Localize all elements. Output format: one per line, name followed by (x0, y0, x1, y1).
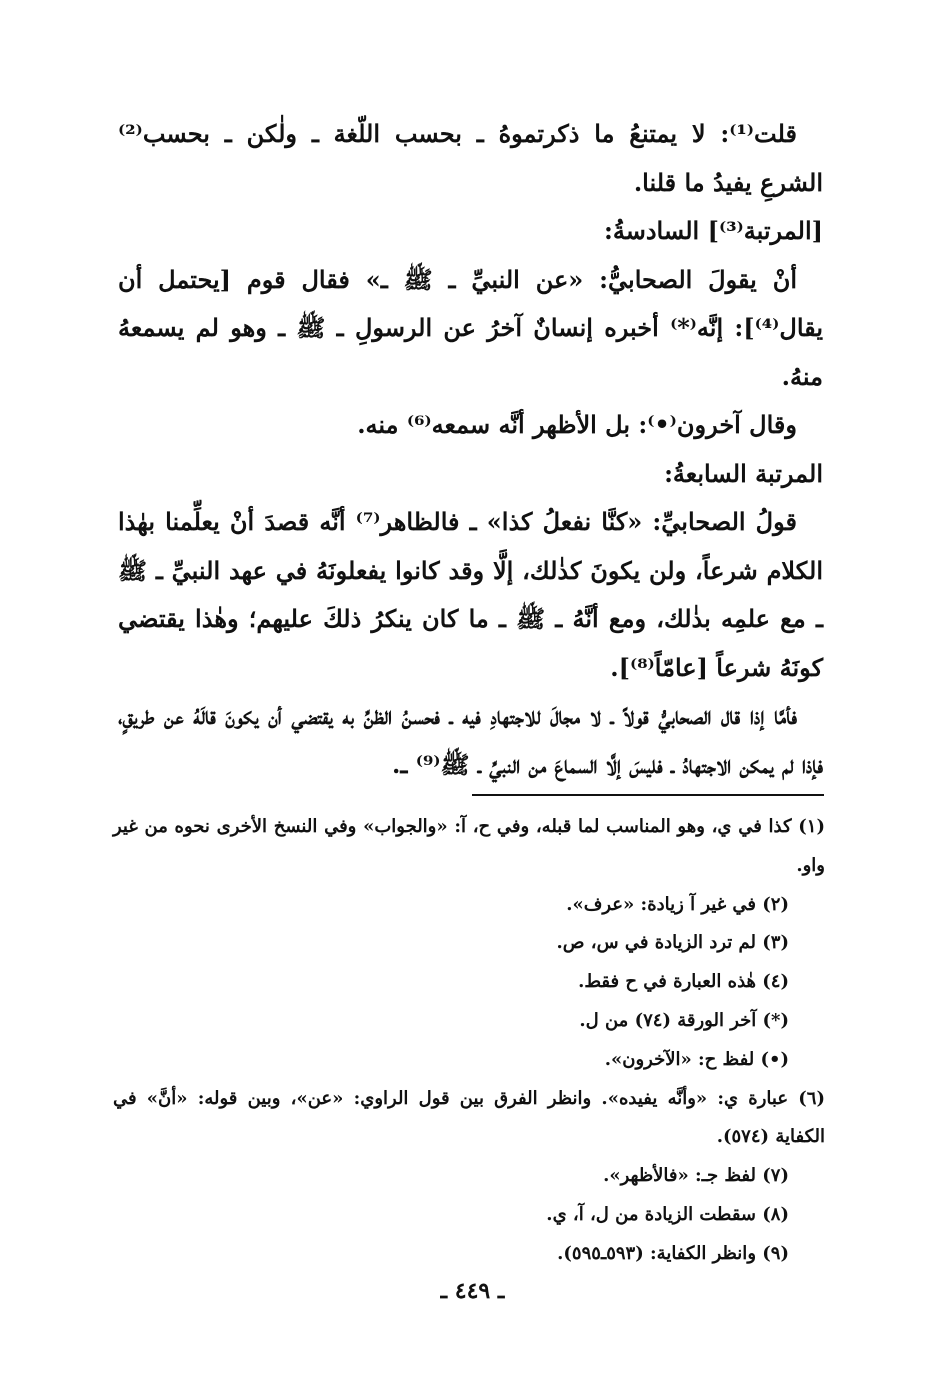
footnote: (•) لفظ ح: «الآخرون». (604, 1048, 789, 1070)
page-number: ـ ٤٤٩ ـ (440, 1278, 505, 1304)
paragraph: فأمَّا إذا قال الصحابيُّ قولاً ـ لا مجالَ للاجتهادِ فيه ـ فحسنُ الظنِّ به يقتضي أن يكونَ قالَهُ عن طريقٍ، فإذا لم يمكن الاجتهادُ ـ فليسَ إلَّا السماعَ من النبيِّ ـ ﷺ⁽⁹⁾ ـ. (118, 701, 823, 779)
footnote: (٩) وانظر الكفاية: (٥٩٣ـ٥٩٥). (557, 1242, 789, 1264)
main-text (118, 110, 823, 789)
footnote: (٧) لفظ جـ: «فالأظهر». (603, 1165, 789, 1187)
footnote-divider (472, 794, 824, 796)
footnote: (٢) في غير آ زيادة: «عرف». (566, 893, 789, 915)
paragraph: قلت⁽¹⁾: لا يمتنعُ ما ذكرتموهُ ـ بحسب اللّغة ـ ولٰكن ـ بحسب⁽²⁾ الشرعِ يفيدُ ما قلنا. (118, 119, 823, 197)
paragraph: قولُ الصحابيِّ: «كنَّا نفعلُ كذا» ـ فالظاهر⁽⁷⁾ أنَّه قصدَ أنْ يعلِّمنا بهٰذا الكلام شرعاً، ولن يكونَ كذٰلك، إلَّا وقد كانوا يفعلونَهُ في عهد النبيِّ ـ ﷺ ـ مع علمِه بذٰلك، ومع أنَّهُ ـ ﷺ ـ ما كان ينكرُ ذلكَ عليهم؛ وهٰذا يقتضي كونَهُ شرعاً [عامّاً⁽⁸⁾]. (118, 507, 823, 682)
footnote: (*) آخر الورقة (٧٤) من ل. (579, 1009, 789, 1031)
footnote: (٨) سقطت الزيادة من ل، آ، ي. (546, 1203, 789, 1225)
footnote: (٣) لم ترد الزيادة في س، ص. (556, 932, 789, 954)
paragraph: وقال آخرون⁽•⁾: بل الأظهر أنَّه سمعه⁽⁶⁾ منه. (357, 410, 797, 439)
footnote: (٦) عبارة ي: «وأنَّه يفيده». وانظر الفرق بين قول الراوي: «عن»، وبين قوله: «أنَّ» في الكفاية (٥٧٤). (113, 1087, 825, 1148)
section-heading: المرتبة السابعةُ: (664, 458, 823, 488)
paragraph: أنْ يقولَ الصحابيُّ: «عن النبيِّ ـ ﷺ ـ» فقال قوم [يحتمل أن يقال⁽⁴⁾]: إنَّه⁽*⁾ أخبره إنسانٌ آخرُ عن الرسولِ ـ ﷺ ـ وهو لم يسمعهُ منهُ. (118, 264, 823, 391)
section-heading: [المرتبة⁽³⁾] السادسةُ: (604, 216, 823, 245)
footnote: (١) كذا في ي، وهو المناسب لما قبله، وفي ح، آ: «والجواب» وفي النسخ الأخرى نحوه من غير واو. (113, 816, 825, 876)
footnotes (113, 808, 825, 1274)
footnote: (٤) هٰذه العبارة في ح فقط. (578, 971, 789, 993)
